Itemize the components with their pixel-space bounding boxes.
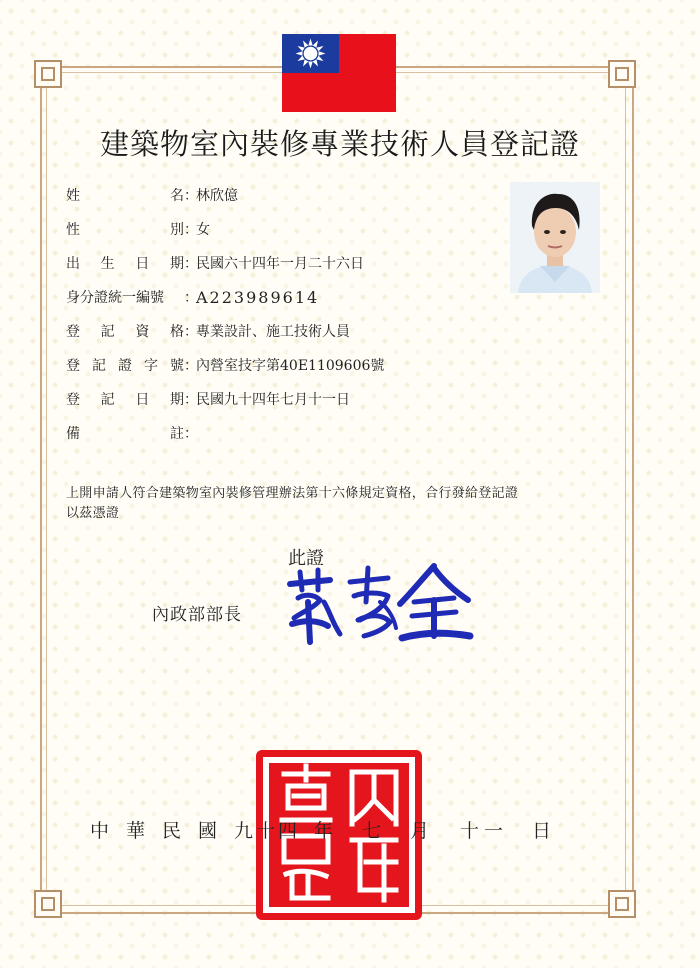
- field-row-cert-number: 登 記 證 字 號 ： 內營室技字第40E1109606號: [66, 348, 506, 382]
- field-row-remarks: 備 註 ：: [66, 416, 506, 450]
- minister-title: 內政部部長: [152, 605, 242, 625]
- certificate-fields: [66, 178, 506, 450]
- issue-date-char: 十: [460, 820, 480, 842]
- field-row-id-number: 身分證統一編號 ： A223989614: [66, 287, 320, 307]
- field-label-cert-number: 登 記 證 字 號: [66, 358, 184, 374]
- field-value-birthdate: 民國六十四年一月二十六日: [196, 256, 364, 272]
- field-row-qualification: 登 記 資 格 ： 專業設計、施工技術人員: [66, 314, 506, 348]
- issue-date: [90, 816, 590, 843]
- field-label-gender: 性 別: [66, 222, 184, 238]
- roc-flag-icon: [282, 34, 396, 112]
- issue-date-char: 十: [256, 820, 276, 842]
- issue-date-char: 四: [278, 820, 298, 842]
- corner-ornament: [34, 890, 62, 918]
- statement-text: [66, 484, 626, 524]
- issue-date-char: 日: [532, 820, 552, 842]
- issue-date-char: 九: [234, 820, 254, 842]
- issue-date-char: 月: [410, 820, 430, 842]
- field-row-birthdate: 出 生 日 期 ： 民國六十四年一月二十六日: [66, 246, 506, 280]
- field-label-register-date: 登 記 日 期: [66, 392, 184, 408]
- field-value-gender: 女: [196, 222, 210, 238]
- field-value-id-number: A223989614: [196, 287, 320, 307]
- issue-date-char: 華: [126, 820, 146, 842]
- field-value-cert-number: 內營室技字第40E1109606號: [196, 358, 385, 374]
- field-label-birthdate: 出 生 日 期: [66, 256, 184, 272]
- certificate-title: 建築物室內裝修專業技術人員登記證: [99, 127, 580, 161]
- field-row-gender: 性 別 ： 女: [66, 212, 506, 246]
- statement-line-2: 以茲憑證: [66, 506, 120, 521]
- issue-date-char: 七: [362, 820, 382, 842]
- corner-ornament: [608, 60, 636, 88]
- field-value-name: 林欣億: [196, 188, 238, 204]
- field-row-name: 姓 名 ： 林欣億: [66, 178, 506, 212]
- issue-date-char: 民: [162, 820, 182, 842]
- field-label-id-number: 身分證統一編號: [66, 290, 164, 306]
- issue-date-char: 一: [484, 820, 504, 842]
- field-value-register-date: 民國九十四年七月十一日: [196, 392, 350, 408]
- holder-photo: [510, 182, 600, 293]
- corner-ornament: [34, 60, 62, 88]
- issue-date-char: 國: [198, 820, 218, 842]
- field-row-register-date: 登 記 日 期 ： 民國九十四年七月十一日: [66, 382, 506, 416]
- minister-signature: [284, 562, 474, 646]
- issue-date-char: 年: [314, 820, 334, 842]
- statement-line-1: 上開申請人符合建築物室內裝修管理辦法第十六條規定資格，合行發給登記證: [66, 486, 519, 501]
- field-label-remarks: 備 註: [66, 426, 184, 442]
- issue-date-char: 中: [90, 820, 110, 842]
- cizheng-text: 此證: [288, 548, 324, 569]
- field-label-name: 姓 名: [66, 188, 184, 204]
- field-value-qualification: 專業設計、施工技術人員: [196, 324, 350, 340]
- field-label-qualification: 登 記 資 格: [66, 324, 184, 340]
- corner-ornament: [608, 890, 636, 918]
